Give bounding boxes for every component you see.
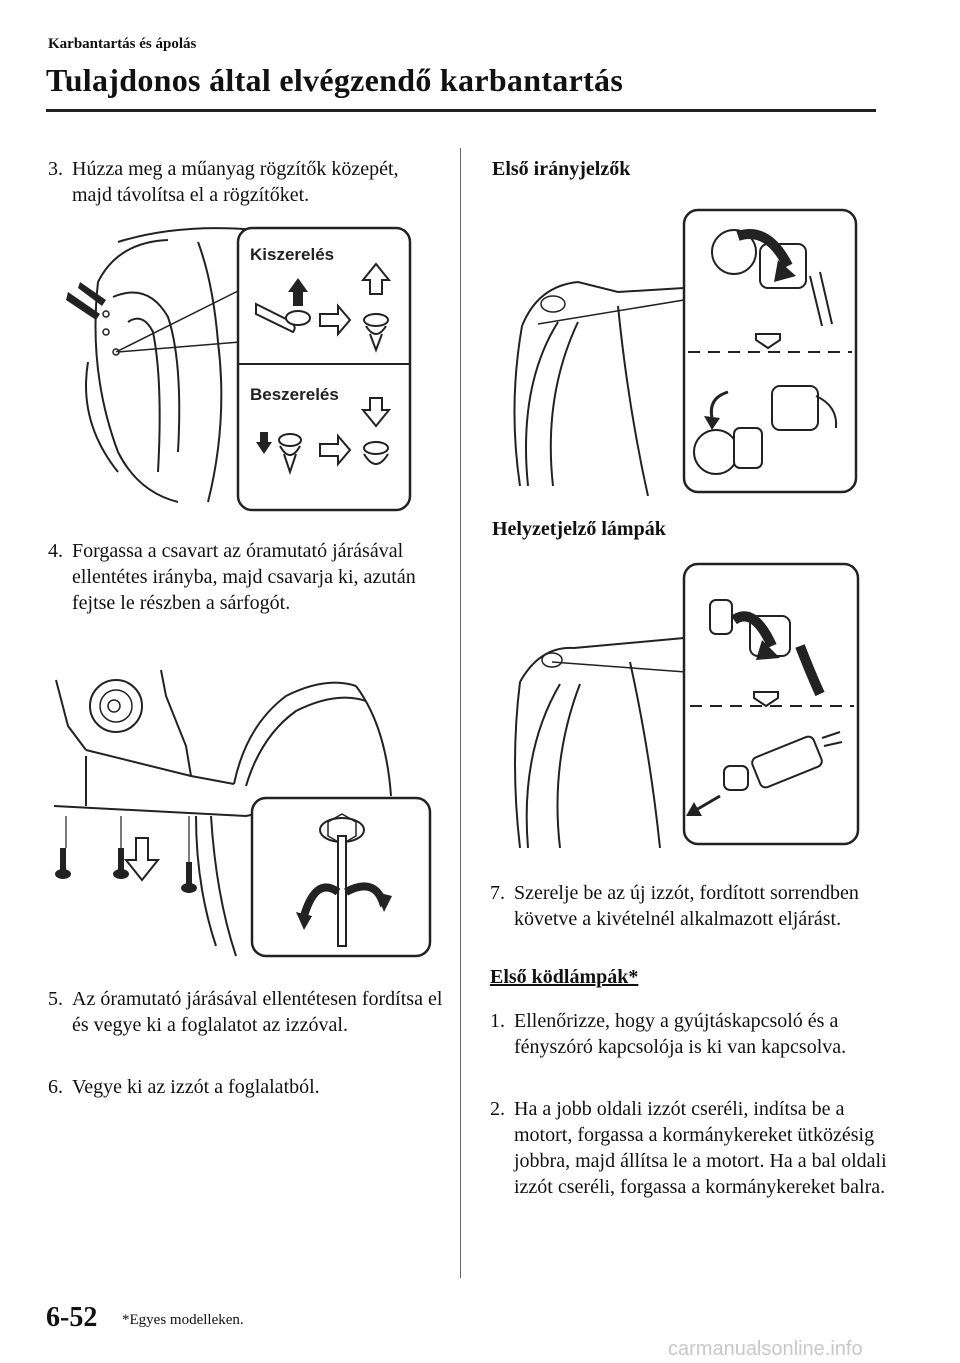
turn-signal-bulb-figure — [498, 206, 860, 496]
step-3 — [48, 156, 438, 208]
chapter-title: Tulajdonos által elvégzendő karbantartás — [46, 62, 624, 98]
step-number: 7. — [490, 882, 505, 904]
step-number: 1. — [490, 1010, 505, 1032]
step-5 — [48, 986, 443, 1038]
position-lamp-bulb-figure — [510, 562, 862, 848]
step-text: Szerelje be az új izzót, fordított sorrendben követve a kivételnél alkalmazott eljárást. — [514, 882, 859, 930]
position-lamps-heading: Helyzetjelző lámpák — [492, 518, 666, 540]
header-rule — [46, 109, 876, 112]
fog-step-2 — [490, 1096, 890, 1200]
mudguard-screw-figure — [46, 666, 434, 958]
step-text: Ha a jobb oldali izzót cseréli, indítsa be a motort, forgassa a kormánykereket ütközésig jobbra, majd állítsa le a motort. Ha a bal oldali izzót cseréli, forgassa a kormánykereket balra. — [514, 1098, 887, 1198]
step-number: 4. — [48, 540, 63, 562]
fog-step-1 — [490, 1008, 890, 1060]
column-divider — [460, 148, 461, 1278]
watermark: carmanualsonline.info — [668, 1338, 863, 1360]
step-7 — [490, 880, 890, 932]
fog-lamps-heading: Első ködlámpák* — [490, 966, 639, 988]
step-text: Húzza meg a műanyag rögzítők közepét, majd távolítsa el a rögzítőket. — [72, 158, 399, 206]
fender-clip-figure — [58, 222, 414, 514]
label-removal: Kiszerelés — [250, 245, 335, 264]
step-number: 3. — [48, 158, 63, 180]
step-text: Forgassa a csavart az óramutató járásával ellentétes irányba, majd csavarja ki, azután fejtse le részben a sárfogót. — [72, 540, 416, 614]
footnote: *Egyes modelleken. — [122, 1312, 244, 1328]
front-turn-signals-heading: Első irányjelzők — [492, 158, 631, 180]
step-6 — [48, 1074, 443, 1100]
step-text: Ellenőrizze, hogy a gyújtáskapcsoló és a fényszóró kapcsolója is ki van kapcsolva. — [514, 1010, 847, 1058]
step-text: Az óramutató járásával ellentétesen fordítsa el és vegye ki a foglalatot az izzóval. — [72, 988, 443, 1036]
label-installation: Beszerelés — [250, 385, 339, 404]
step-number: 2. — [490, 1098, 505, 1120]
page-number: 6-52 — [46, 1302, 98, 1333]
section-title: Karbantartás és ápolás — [48, 36, 197, 52]
step-number: 6. — [48, 1076, 63, 1098]
step-4 — [48, 538, 443, 616]
step-number: 5. — [48, 988, 63, 1010]
step-text: Vegye ki az izzót a foglalatból. — [72, 1076, 320, 1098]
